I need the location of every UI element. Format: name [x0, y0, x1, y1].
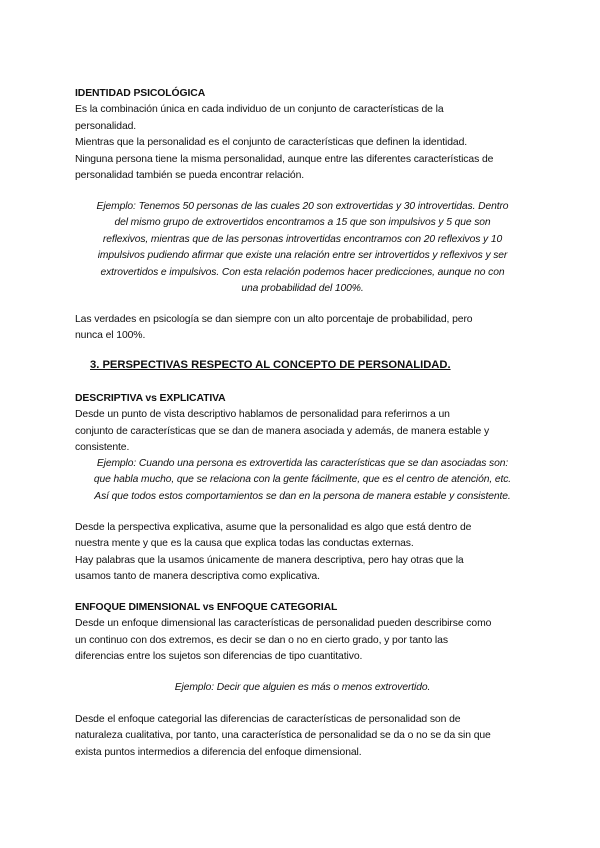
example-1-line-5: extrovertidos e impulsivos. Con esta relación podemos hacer predicciones, aunque no con: [100, 266, 505, 278]
categorial-paragraph: [75, 712, 530, 761]
enfoque-line-1: Desde un enfoque dimensional las características de personalidad pueden describirse como: [75, 618, 492, 630]
identidad-line-4: Ninguna persona tiene la misma personalidad, aunque entre las diferentes características de: [75, 153, 494, 165]
example-1-line-4: impulsivos pudiendo afirmar que existe una relación entre ser introvertidos y reflexivos y ser: [97, 250, 508, 262]
enfoque-heading: ENFOQUE DIMENSIONAL vs ENFOQUE CATEGORIAL: [75, 602, 338, 613]
categorial-line-2: naturaleza cualitativa, por tanto, una característica de personalidad se da o no se da sin que: [75, 730, 491, 742]
example-2-line-2: que habla mucho, que se relaciona con la gente fácilmente, que es el centro de atención, etc.: [93, 474, 512, 486]
verdades-line-1: Las verdades en psicología se dan siempre con un alto porcentaje de probabilidad, pero: [75, 314, 473, 325]
section-3-title: 3. PERSPECTIVAS RESPECTO AL CONCEPTO DE PERSONALIDAD.: [90, 359, 451, 371]
example-1-line-2: del mismo grupo de extrovertidos encontramos a 15 que son impulsivos y 5 que son: [114, 217, 491, 229]
descriptiva-section: [75, 391, 530, 457]
example-1: [60, 199, 545, 297]
example-2-line-1: Ejemplo: Cuando una persona es extrovertida las características que se dan asociadas son:: [96, 458, 509, 469]
identidad-line-5: personalidad también se pueda encontrar relación.: [75, 170, 305, 182]
example-3-line: Ejemplo: Decir que alguien es más o menos extrovertido.: [174, 682, 431, 693]
categorial-line-1: Desde el enfoque categorial las diferencias de características de personalidad son de: [75, 714, 461, 725]
explicativa-line-3: Hay palabras que la usamos únicamente de manera descriptiva, pero hay otras que la: [75, 554, 464, 566]
categorial-line-3: exista puntos intermedios a diferencia del enfoque dimensional.: [75, 746, 362, 758]
explicativa-line-4: usamos tanto de manera descriptiva como explicativa.: [75, 571, 320, 583]
example-2-line-3: Así que todos estos comportamientos se dan en la persona de manera estable y consistente.: [94, 490, 511, 502]
descriptiva-heading: DESCRIPTIVA vs EXPLICATIVA: [75, 393, 226, 404]
descriptiva-line-3: consistente.: [75, 442, 130, 454]
identidad-heading: IDENTIDAD PSICOLÓGICA: [75, 88, 206, 99]
descriptiva-line-2: conjunto de características que se dan de manera asociada y además, de manera estable y: [75, 425, 490, 437]
explicativa-line-2: nuestra mente y que es la causa que explica todas las conductas externas.: [75, 538, 414, 550]
identidad-line-2: personalidad.: [75, 120, 137, 132]
descriptiva-line-1: Desde un punto de vista descriptivo hablamos de personalidad para referirnos a un: [75, 409, 450, 421]
explicativa-paragraph: [75, 520, 530, 586]
example-1-line-6: una probabilidad del 100%.: [241, 283, 364, 295]
explicativa-line-1: Desde la perspectiva explicativa, asume que la personalidad es algo que está dentro de: [75, 522, 472, 533]
identidad-line-3: Mientras que la personalidad es el conjunto de características que definen la identidad.: [75, 137, 468, 149]
enfoque-section: [75, 600, 530, 666]
enfoque-line-3: diferencias entre los sujetos son diferencias de tipo cuantitativo.: [75, 651, 363, 663]
verdades-line-2: nunca el 100%.: [75, 330, 146, 342]
verdades-paragraph: [75, 312, 530, 345]
identidad-section: [75, 86, 530, 184]
example-1-line-3: reflexivos, mientras que de las personas introvertidas encontramos con 20 reflexivos y 10: [102, 233, 503, 245]
enfoque-line-2: un continuo con dos extremos, es decir se dan o no en cierto grado, y por tanto las: [75, 634, 448, 646]
identidad-line-1: Es la combinación única en cada individuo de un conjunto de características de la: [75, 104, 444, 116]
example-3: [60, 680, 545, 696]
example-2: [60, 456, 545, 505]
example-1-line-1: Ejemplo: Tenemos 50 personas de las cuales 20 son extrovertidas y 30 introvertidas. Dentro: [96, 201, 509, 212]
